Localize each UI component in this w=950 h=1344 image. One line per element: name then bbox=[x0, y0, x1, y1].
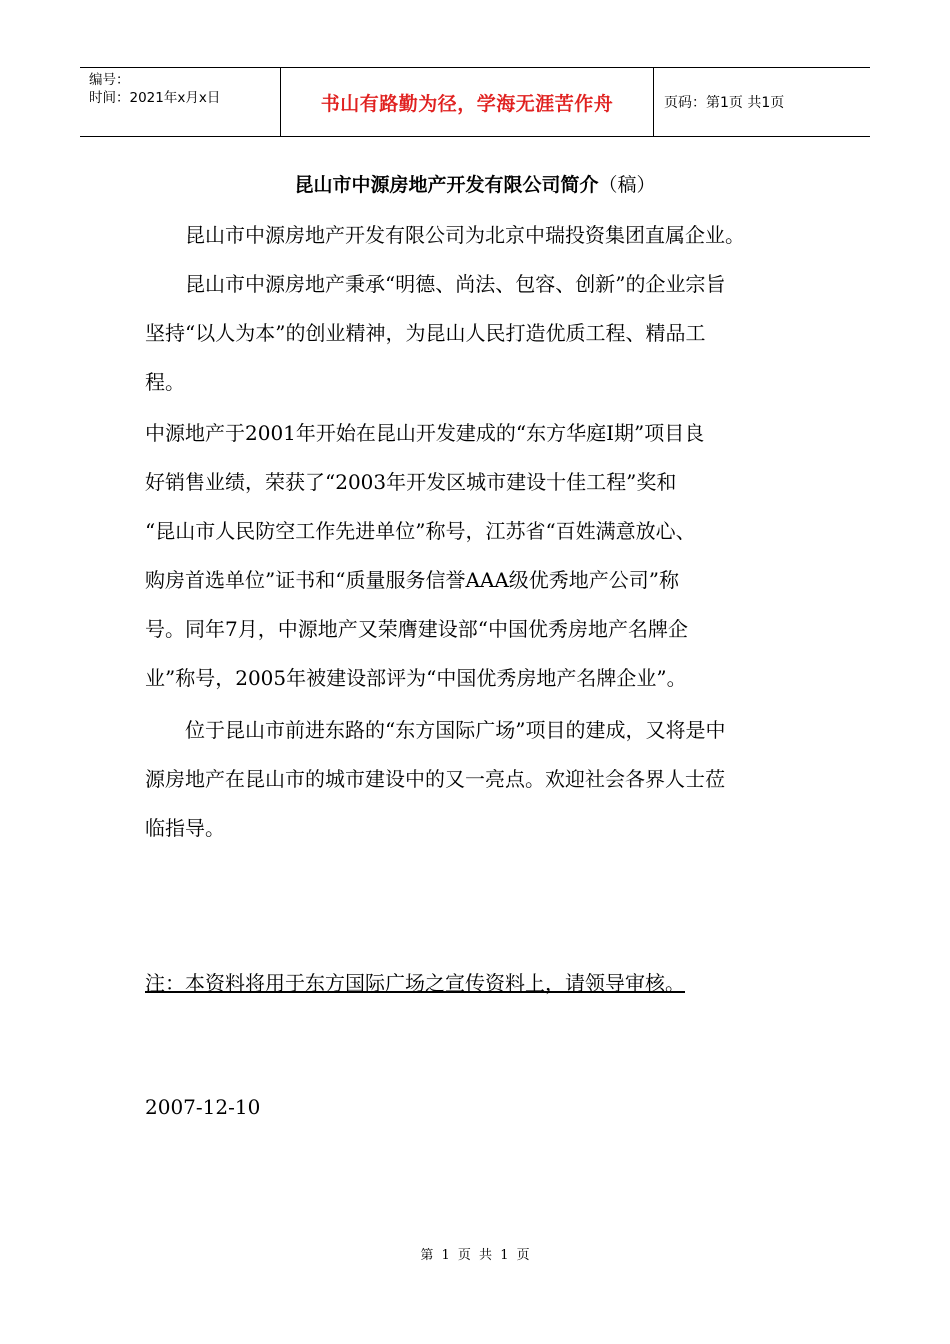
review-note: 注：本资料将用于东方国际广场之宣传资料上，请领导审核。 bbox=[145, 971, 685, 995]
page-info: 页码：第1页 共1页 bbox=[664, 95, 785, 111]
page-footer: 第 1 页 共 1 页 bbox=[420, 1248, 530, 1263]
paragraph-intro bbox=[145, 211, 825, 260]
paragraph-line: 坚持“以人为本”的创业精神，为昆山人民打造优质工程、精品工 bbox=[145, 321, 706, 345]
paragraph-line: 位于昆山市前进东路的“东方国际广场”项目的建成，又将是中 bbox=[145, 718, 726, 742]
header-page-cell bbox=[654, 68, 870, 136]
title-suffix: （稿） bbox=[598, 174, 656, 196]
paragraph-line: 中源地产于2001年开始在昆山开发建成的“东方华庭Ⅰ期”项目良 bbox=[145, 421, 705, 445]
paragraph-line: “昆山市人民防空工作先进单位”称号，江苏省“百姓满意放心、 bbox=[145, 519, 696, 543]
paragraph-line: 源房地产在昆山市的城市建设中的又一亮点。欢迎社会各界人士莅 bbox=[145, 767, 725, 791]
title-main: 昆山市中源房地产开发有限公司简介 bbox=[294, 174, 599, 196]
header-motto-cell bbox=[281, 68, 654, 136]
document-title bbox=[0, 171, 950, 199]
paragraph-line: 购房首选单位”证书和“质量服务信誉AAA级优秀地产公司”称 bbox=[145, 568, 680, 592]
paragraph-project bbox=[145, 706, 825, 853]
paragraph-line: 号。同年7月，中源地产又荣膺建设部“中国优秀房地产名牌企 bbox=[145, 617, 688, 641]
paragraph-achievements bbox=[145, 409, 825, 703]
paragraph-philosophy bbox=[145, 260, 825, 407]
paragraph-line: 好销售业绩，荣获了“2003年开发区城市建设十佳工程”奖和 bbox=[145, 470, 677, 494]
paragraph-line: 业”称号，2005年被建设部评为“中国优秀房地产名牌企业”。 bbox=[145, 666, 687, 690]
header-meta-cell bbox=[80, 68, 281, 136]
number-label: 编号： bbox=[89, 72, 130, 88]
paragraph-line: 昆山市中源房地产开发有限公司为北京中瑞投资集团直属企业。 bbox=[145, 223, 745, 247]
paragraph-line: 昆山市中源房地产秉承“明德、尚法、包容、创新”的企业宗旨 bbox=[145, 272, 726, 296]
paragraph-line: 临指导。 bbox=[145, 816, 225, 840]
header-table bbox=[80, 67, 870, 137]
paragraph-line: 程。 bbox=[145, 370, 185, 394]
motto-text: 书山有路勤为径，学海无涯苦作舟 bbox=[320, 92, 614, 115]
time-label: 时间：2021年x月x日 bbox=[89, 90, 221, 106]
document-date: 2007-12-10 bbox=[145, 1095, 261, 1119]
